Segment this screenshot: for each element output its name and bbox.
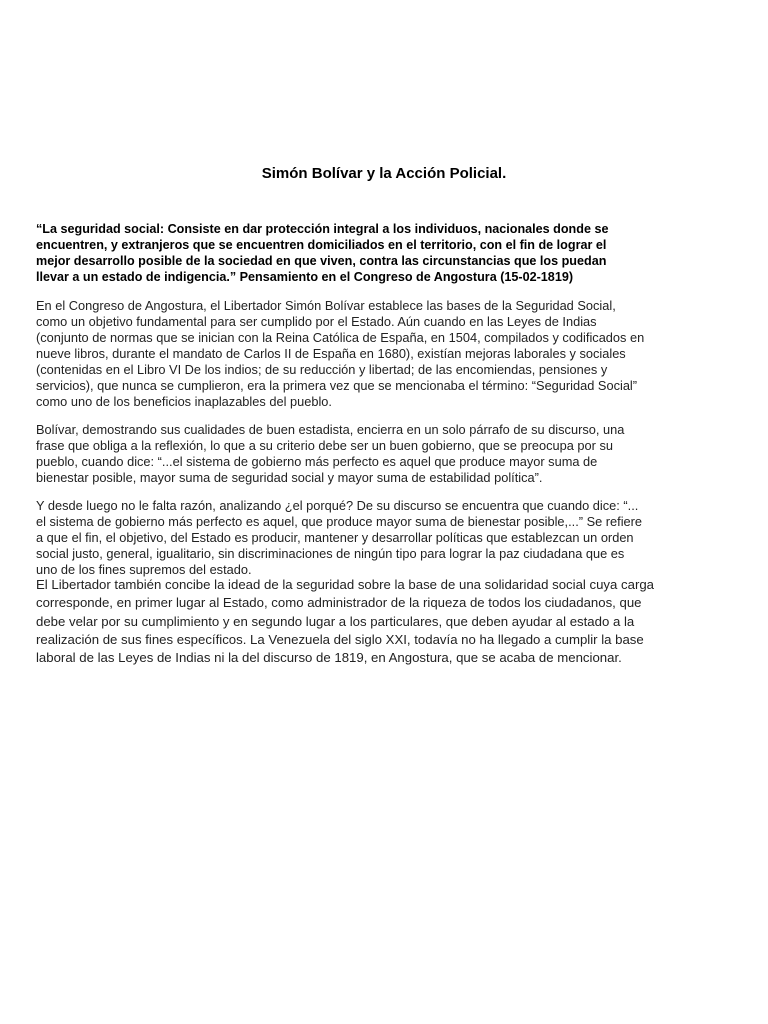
paragraph-line: uno de los fines supremos del estado. — [36, 562, 252, 577]
quote-line: encuentren, y extranjeros que se encuentren domiciliados en el territorio, con el fin de lograr el — [36, 238, 607, 252]
paragraph-line: realización de sus fines específicos. La Venezuela del siglo XXI, todavía no ha llegado a cumplir la base — [36, 631, 644, 647]
paragraph-line: el sistema de gobierno más perfecto es aquel, que produce mayor suma de bienestar posible,...” Se refiere — [36, 514, 643, 529]
opening-quote — [36, 221, 736, 285]
paragraph-line: bienestar posible, mayor suma de seguridad social y mayor suma de estabilidad política”. — [36, 470, 543, 485]
document-title: Simón Bolívar y la Acción Policial. — [261, 165, 507, 182]
paragraph-buen-estadista — [36, 422, 744, 486]
paragraph-line: En el Congreso de Angostura, el Libertador Simón Bolívar establece las bases de la Seguridad Social, — [36, 298, 616, 313]
paragraph-line: frase que obliga a la reflexión, lo que a su criterio debe ser un buen gobierno, que se preocupa por su — [36, 438, 613, 453]
paragraph-line: como uno de los beneficios inaplazables del pueblo. — [36, 394, 332, 409]
paragraph-line: pueblo, cuando dice: “...el sistema de gobierno más perfecto es aquel que produce mayor suma de — [36, 454, 598, 469]
paragraph-solidaridad-social — [36, 576, 744, 667]
paragraph-line: Bolívar, demostrando sus cualidades de buen estadista, encierra en un solo párrafo de su discurso, una — [36, 422, 625, 437]
paragraph-analisis-discurso — [36, 498, 744, 578]
paragraph-line: a que el fin, el objetivo, del Estado es producir, mantener y desarrollar políticas que establezcan un orden — [36, 530, 634, 545]
paragraph-line: Y desde luego no le falta razón, analizando ¿el porqué? De su discurso se encuentra que cuando dice: “... — [36, 498, 639, 513]
paragraph-line: (conjunto de normas que se inician con la Reina Católica de España, en 1504, compilados y codificados en — [36, 330, 645, 345]
quote-line: llevar a un estado de indigencia.” Pensamiento en el Congreso de Angostura (15-02-1819) — [36, 270, 574, 284]
paragraph-line: El Libertador también concibe la idead de la seguridad sobre la base de una solidaridad social cuya carga — [36, 577, 655, 592]
paragraph-line: nueve libros, durante el mandato de Carlos II de España en 1680), existían mejoras laborales y sociales — [36, 346, 626, 361]
quote-line: “La seguridad social: Consiste en dar protección integral a los individuos, nacionales donde se — [36, 222, 609, 236]
paragraph-line: como un objetivo fundamental para ser cumplido por el Estado. Aún cuando en las Leyes de Indias — [36, 314, 597, 329]
paragraph-congreso-angostura — [36, 298, 744, 410]
paragraph-line: debe velar por su cumplimiento y en segundo lugar a los particulares, que deben ayudar al estado a la — [36, 613, 635, 629]
paragraph-line: servicios), que nunca se cumplieron, era la primera vez que se mencionaba el término: “Seguridad Social” — [36, 378, 638, 393]
paragraph-line: laboral de las Leyes de Indias ni la del discurso de 1819, en Angostura, que se acaba de mencionar. — [36, 650, 622, 666]
paragraph-line: corresponde, en primer lugar al Estado, como administrador de la riqueza de todos los ciudadanos, que — [36, 595, 642, 611]
paragraph-line: social justo, general, igualitario, sin discriminaciones de ningún tipo para lograr la paz ciudadana que es — [36, 546, 625, 561]
quote-line: mejor desarrollo posible de la sociedad en que viven, contra las circunstancias que los puedan — [36, 254, 607, 268]
paragraph-line: (contenidas en el Libro VI De los indios; de su reducción y libertad; de las encomiendas, pensiones y — [36, 362, 608, 377]
